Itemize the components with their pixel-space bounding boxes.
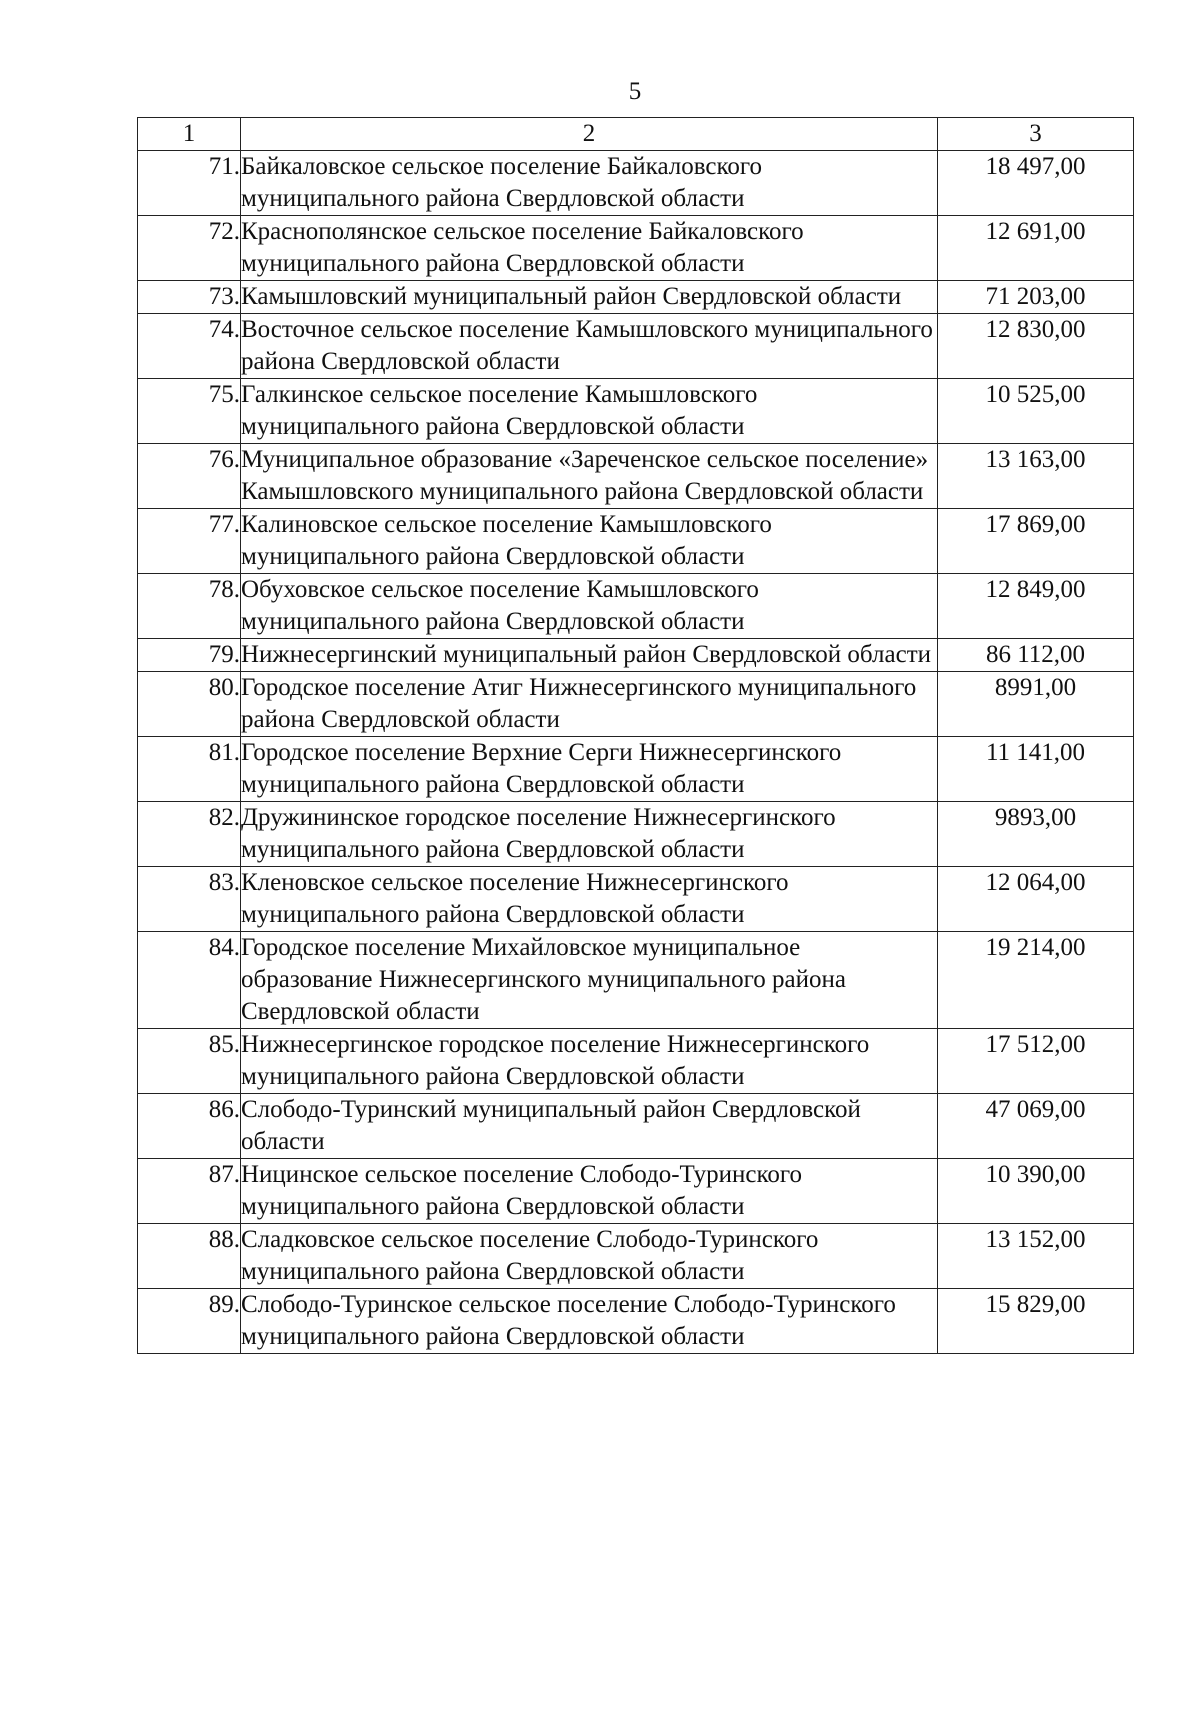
table-row [138, 1029, 1134, 1094]
row-name: Муниципальное образование «Зареченское сельское поселение» Камышловского муниципального района Свердловской области [241, 444, 938, 509]
row-number: 78. [138, 574, 241, 639]
row-number: 88. [138, 1224, 241, 1289]
row-name: Байкаловское сельское поселение Байкаловского муниципального района Свердловской области [241, 151, 938, 216]
table-row [138, 444, 1134, 509]
column-header-number: 1 [138, 118, 241, 151]
row-number: 72. [138, 216, 241, 281]
row-number: 79. [138, 639, 241, 672]
allocation-table [137, 117, 1134, 1354]
table-row [138, 151, 1134, 216]
table-row [138, 216, 1134, 281]
row-name: Кленовское сельское поселение Нижнесергинского муниципального района Свердловской области [241, 867, 938, 932]
table-row [138, 639, 1134, 672]
row-number: 85. [138, 1029, 241, 1094]
table-row [138, 802, 1134, 867]
row-name: Ницинское сельское поселение Слободо-Туринского муниципального района Свердловской области [241, 1159, 938, 1224]
row-name: Камышловский муниципальный район Свердловской области [241, 281, 938, 314]
row-name: Городское поселение Михайловское муниципальное образование Нижнесергинского муниципального района Свердловской области [241, 932, 938, 1029]
row-name: Восточное сельское поселение Камышловского муниципального района Свердловской области [241, 314, 938, 379]
row-name: Нижнесергинское городское поселение Нижнесергинского муниципального района Свердловской области [241, 1029, 938, 1094]
row-amount: 12 849,00 [938, 574, 1134, 639]
row-name: Дружининское городское поселение Нижнесергинского муниципального района Свердловской области [241, 802, 938, 867]
row-number: 80. [138, 672, 241, 737]
row-amount: 15 829,00 [938, 1289, 1134, 1354]
table-row [138, 867, 1134, 932]
table-row [138, 379, 1134, 444]
row-amount: 17 869,00 [938, 509, 1134, 574]
table-row [138, 1094, 1134, 1159]
row-number: 82. [138, 802, 241, 867]
row-amount: 19 214,00 [938, 932, 1134, 1029]
table-row [138, 737, 1134, 802]
row-amount: 86 112,00 [938, 639, 1134, 672]
table-row [138, 314, 1134, 379]
column-header-amount: 3 [938, 118, 1134, 151]
row-number: 75. [138, 379, 241, 444]
row-number: 74. [138, 314, 241, 379]
page-number: 5 [628, 78, 642, 105]
row-name: Обуховское сельское поселение Камышловского муниципального района Свердловской области [241, 574, 938, 639]
table-row [138, 672, 1134, 737]
table-row [138, 574, 1134, 639]
row-name: Краснополянское сельское поселение Байкаловского муниципального района Свердловской области [241, 216, 938, 281]
row-amount: 9893,00 [938, 802, 1134, 867]
row-number: 83. [138, 867, 241, 932]
row-name: Слободо-Туринский муниципальный район Свердловской области [241, 1094, 938, 1159]
row-number: 89. [138, 1289, 241, 1354]
row-number: 81. [138, 737, 241, 802]
row-number: 76. [138, 444, 241, 509]
row-amount: 18 497,00 [938, 151, 1134, 216]
table-row [138, 932, 1134, 1029]
column-header-name: 2 [241, 118, 938, 151]
table-row [138, 1224, 1134, 1289]
row-number: 71. [138, 151, 241, 216]
row-name: Слободо-Туринское сельское поселение Слободо-Туринского муниципального района Свердловской области [241, 1289, 938, 1354]
row-amount: 17 512,00 [938, 1029, 1134, 1094]
row-amount: 10 390,00 [938, 1159, 1134, 1224]
table-header-row [138, 118, 1134, 151]
row-amount: 47 069,00 [938, 1094, 1134, 1159]
row-number: 84. [138, 932, 241, 1029]
row-name: Нижнесергинский муниципальный район Свердловской области [241, 639, 938, 672]
row-amount: 11 141,00 [938, 737, 1134, 802]
table-row [138, 281, 1134, 314]
row-name: Городское поселение Верхние Серги Нижнесергинского муниципального района Свердловской области [241, 737, 938, 802]
row-amount: 12 691,00 [938, 216, 1134, 281]
row-number: 87. [138, 1159, 241, 1224]
table-row [138, 1289, 1134, 1354]
row-name: Галкинское сельское поселение Камышловского муниципального района Свердловской области [241, 379, 938, 444]
row-name: Городское поселение Атиг Нижнесергинского муниципального района Свердловской области [241, 672, 938, 737]
row-amount: 71 203,00 [938, 281, 1134, 314]
row-amount: 13 152,00 [938, 1224, 1134, 1289]
row-name: Калиновское сельское поселение Камышловского муниципального района Свердловской области [241, 509, 938, 574]
row-name: Сладковское сельское поселение Слободо-Туринского муниципального района Свердловской области [241, 1224, 938, 1289]
row-number: 86. [138, 1094, 241, 1159]
row-amount: 12 064,00 [938, 867, 1134, 932]
table-row [138, 509, 1134, 574]
row-amount: 8991,00 [938, 672, 1134, 737]
row-number: 77. [138, 509, 241, 574]
row-amount: 12 830,00 [938, 314, 1134, 379]
table-row [138, 1159, 1134, 1224]
row-number: 73. [138, 281, 241, 314]
row-amount: 10 525,00 [938, 379, 1134, 444]
row-amount: 13 163,00 [938, 444, 1134, 509]
